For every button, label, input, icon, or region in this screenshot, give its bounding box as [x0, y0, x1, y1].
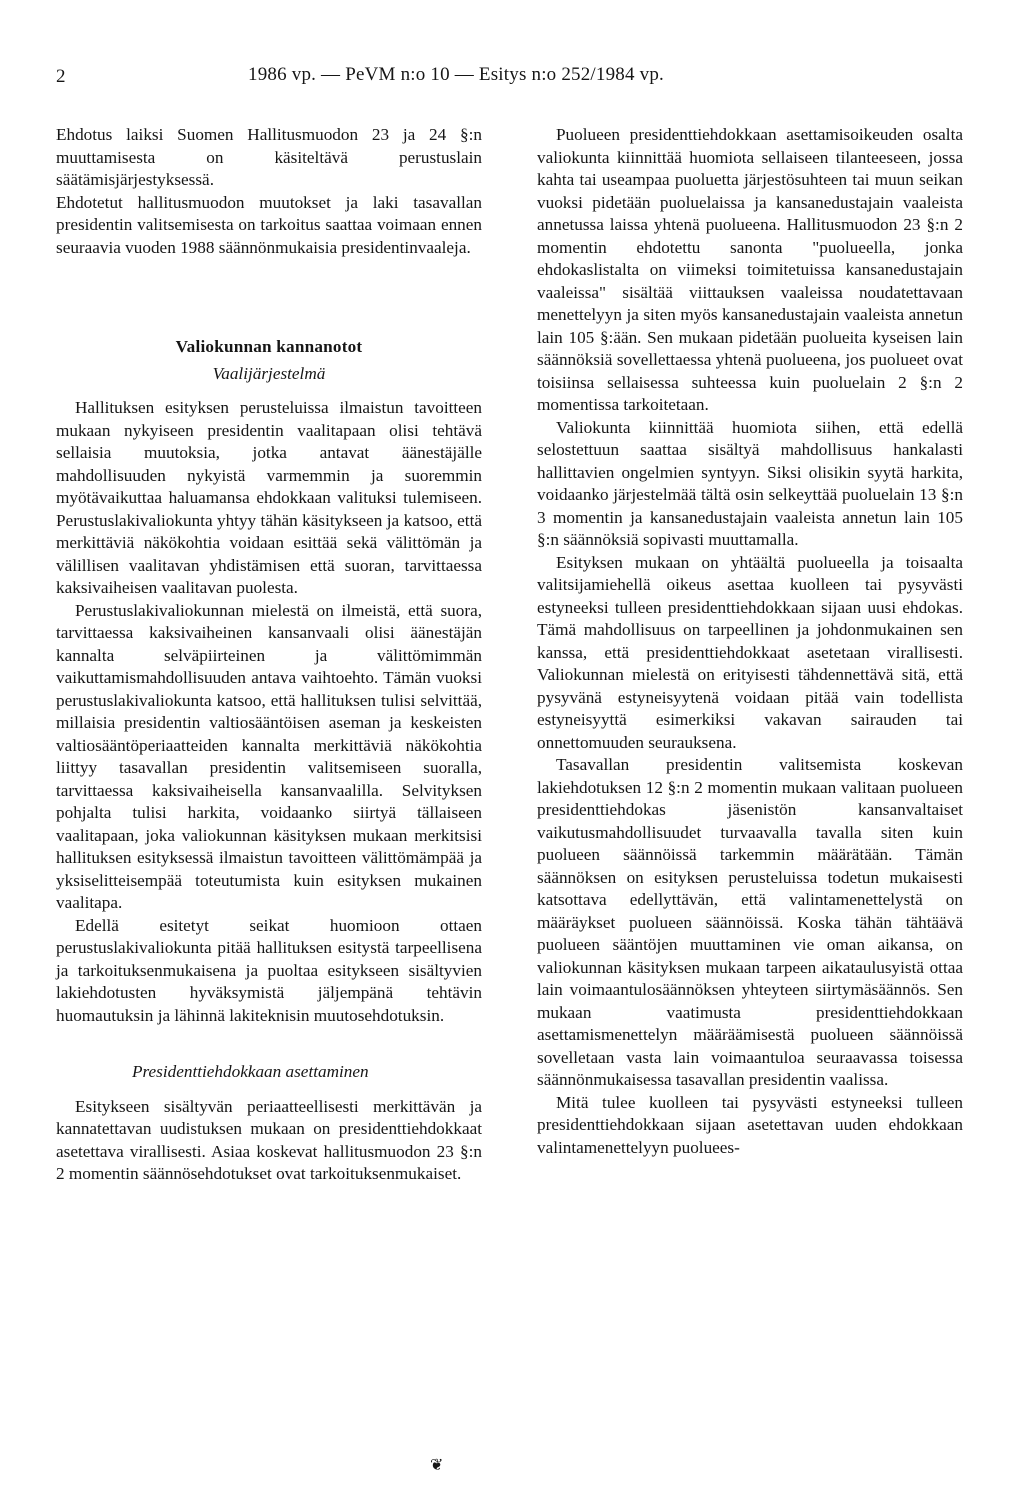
- body-paragraph: Puolueen presidenttiehdokkaan asettamisoikeuden osalta valiokunta kiinnittää huomiota sellaiseen tilanteeseen, jossa kahta tai useampaa puoluetta järjestösuhteen tai muun seikan vuoksi pidetään puoluelaissa ja kansanedustajain vaaleista annetussa laissa yhtenä puolueena. Hallitusmuodon 23 §:n 2 momentin ehdotettu sanonta "puolueella, jonka ehdokaslistalta on viimeksi toimitetuissa kansanedustajain vaaleissa" sisältää viittauksen vaaleissa noudatettavaan menettelyyn ja siten myös kansanedustajain vaaleista annetun lain 105 §:ään. Sen mukaan pidetään puolueita kyseisen lain säännöksiä sovellettaessa yhtenä puolueena, jos puolueet ovat toisiinsa sellaisessa suhteessa kuin puoluelain 2 §:n 2 momentissa tarkoitetaan.: [537, 125, 963, 414]
- right-column: [537, 124, 963, 1159]
- body-paragraph: Esitykseen sisältyvän periaatteellisesti merkittävän ja kannatettavan uudistuksen mukaan on presidenttiehdokkaat asetettava virallisesti. Asiaa koskevat hallitusmuodon 23 §:n 2 momentin säännösehdotukset ovat tarkoituksenmukaiset.: [56, 1096, 482, 1183]
- page-number: 2: [56, 66, 66, 87]
- body-paragraph: Valiokunta kiinnittää huomiota siihen, että edellä selostettuun saattaa sisältyä mahdollisuus hankalasti hallittavien ongelmien syntyyn. Siksi olisikin syytä harkita, voidaanko järjestelmää tältä osin selkeyttää puoluelain 13 §:n 3 momentin ja kansanedustajain vaaleista annetun lain 105 §:n säännöksiä sopivasti muuttamalla.: [537, 417, 963, 549]
- section-heading: Valiokunnan kannanotot: [175, 337, 363, 356]
- body-paragraph: Mitä tulee kuolleen tai pysyvästi estyneeksi tulleen presidenttiehdokkaan sijaan asetettavan uuden ehdokkaan valintamenettelyyn puoluees-: [537, 1092, 963, 1157]
- body-paragraph: Perustuslakivaliokunnan mielestä on ilmeistä, että suora, tarvittaessa kaksivaiheinen kansanvaali olisi äänestäjän kannalta selväpiirteinen ja välittömimmän vaikuttamismahdollisuuden antava vaihtoehto. Tämän vuoksi perustuslakivaliokunta katsoo, että hallituksen tulisi selvittää, millaisia presidentin valtiosääntöisen aseman ja keskeisten valtiosääntöperiaatteiden kannalta merkittäviä näkökohtia liittyy tasavallan presidentin valitsemiseen suoralla, tarvittaessa kaksivaiheisella kansanvaalilla. Selvityksen pohjalta tulisi harkita, voidaanko siirtyä tällaiseen vaalitapaan, joka valiokunnan käsityksen mukaan merkitsisi hallituksen esityksessä ilmaistun tavoitteen välittömämpää ja yksiselitteisempää toteutumista kuin esityksen mukainen vaalitapa.: [56, 600, 482, 912]
- body-paragraph: Hallituksen esityksen perusteluissa ilmaistun tavoitteen mukaan nykyiseen presidentin vaalitapaan olisi tehtävä sellaisia muutoksia, jotka antavat äänestäjälle mahdollisuuden nykyistä varmemmin ja suoremmin myötävaikuttaa haluamansa ehdokkaan valituksi tulemiseen. Perustuslakivaliokunta yhtyy tähän käsitykseen ja katsoo, että merkittäviä näkökohtia voidaan esittää sekä välittömän ja välillisen vaalitavan yhdistämisen että suoran, tarvittaessa kaksivaiheisen vaalitavan puolesta.: [56, 398, 482, 597]
- body-paragraph: Tasavallan presidentin valitsemista koskevan lakiehdotuksen 12 §:n 2 momentin mukaan valitaan puolueen presidenttiehdokas jäsenistön kansanvaltaiset vaikutusmahdollisuudet turvaavalla tavalla siten kuin puolueen säännöissä tarkemmin määrätään. Tämän säännöksen on esityksen perusteluissa todetun mukaisesti katsottava edellyttävän, että valintamenettelystä on määräykset puolueen säännöissä. Koska tähän tähtäävä puolueen sääntöjen muuttaminen vie oman aikansa, on valiokunnan käsityksen mukaan tarpeen aikataulusyistä ottaa lain voimaantulosäännöksen yhteyteen siirtymäsäännös. Sen mukaan vaatimusta presidenttiehdokkaan asettamismenettelyn määräämisestä puolueen säännöissä sovelletaan vasta lain voimaantuloa seuraavassa toisessa säännönmukaisessa tasavallan presidentin vaalissa.: [537, 755, 963, 1089]
- intro-paragraph: Ehdotus laiksi Suomen Hallitusmuodon 23 ja 24 §:n muuttamisesta on käsiteltävä perustuslain säätämisjärjestyksessä.: [56, 125, 482, 189]
- running-header: 1986 vp. — PeVM n:o 10 — Esitys n:o 252/1984 vp.: [248, 64, 665, 85]
- body-paragraph: Edellä esitetyt seikat huomioon ottaen perustuslakivaliokunta pitää hallituksen esitystä tarpeellisena ja tarkoituksenmukaisena ja puoltaa esitykseen sisältyvien lakiehdotusten hyväksymistä jäljempänä tehtävin huomautuksin ja lähinnä lakiteknisin muutosehdotuksin.: [56, 915, 482, 1025]
- left-column: [56, 124, 482, 1186]
- intro-paragraph: Ehdotetut hallitusmuodon muutokset ja laki tasavallan presidentin valitsemisesta on tarkoitus saattaa voimaan ennen seuraavia vuoden 1988 säännönmukaisia presidentinvaaleja.: [56, 192, 482, 257]
- footer-ornament-icon: ❦: [430, 1457, 444, 1474]
- subsection-heading-vaalijarjestelma: Vaalijärjestelmä: [212, 363, 326, 383]
- body-paragraph: Esityksen mukaan on yhtäältä puolueella ja toisaalta valitsijamiehellä oikeus asettaa kuolleen tai pysyvästi estyneeksi tulleen presidenttiehdokkaan sijaan uusi ehdokas. Tämä mahdollisuus on tarpeellinen ja johdonmukainen sen kanssa, että presidenttiehdokkaat asetetaan virallisesti. Valiokunnan mielestä on erityisesti tähdennettävä sitä, että pysyvänä estyneisyytenä voidaan pitää vain todellista estyneisyyttä esimerkiksi vakavan sairauden tai onnettomuuden seurauksena.: [537, 552, 963, 752]
- subsection-heading-presidenttiehdokkaan-asettaminen: Presidenttiehdokkaan asettaminen: [132, 1062, 369, 1081]
